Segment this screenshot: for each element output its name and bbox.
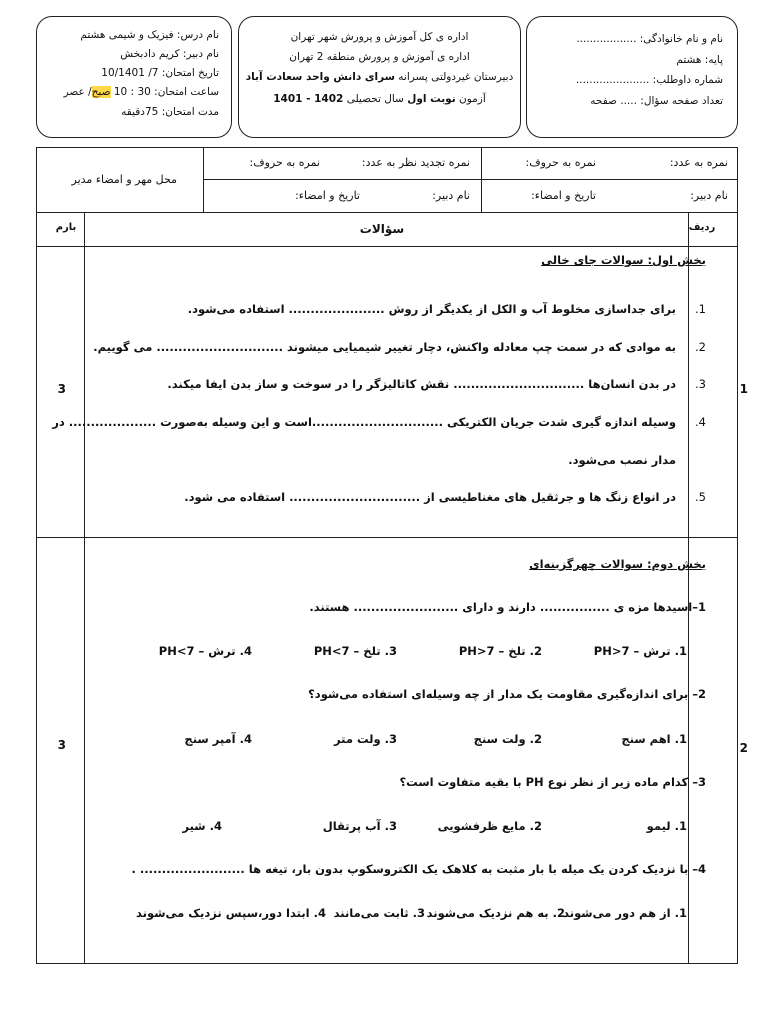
mcq4-option-1: 1. از هم دور می‌شوند xyxy=(563,906,687,920)
sign-date-label: تاریخ و امضاء: xyxy=(531,189,596,202)
teacher-label: نام دبیر: کریم دادبخش xyxy=(120,48,219,60)
mcq4-option-4: 4. ابتدا دور،سپس نزدیک می‌شوند xyxy=(136,906,326,920)
exam-date-label: تاریخ امتحان: 7/ 10/1401 xyxy=(101,67,219,79)
student-info-box xyxy=(526,16,738,138)
district-line: اداره ی آموزش و پرورش منطقه 2 تهران xyxy=(289,51,470,63)
fill-blank-question-5: 5. در انواع زنگ ها و جرثقیل های مغناطیسی از .............................. استفاده می شود. xyxy=(184,490,706,504)
ministry-line: اداره ی کل آموزش و پرورش شهر تهران xyxy=(290,31,469,43)
sign-date-label-2: تاریخ و امضاء: xyxy=(295,189,360,202)
fill-blank-question-4: 4. وسیله اندازه گیری شدت جریان الکتریکی ..............................است و این وسیله به‌صورت .................... در xyxy=(52,415,706,429)
fill-blank-question-3: 3. در بدن انسان‌ها .............................. نقش کاتالیزگر را در سوخت و ساز بدن ایفا میکند. xyxy=(167,377,706,391)
school-info-box xyxy=(238,16,521,138)
mcq3-option-4: 4. شیر xyxy=(182,819,222,833)
exam-table xyxy=(36,147,738,964)
mcq4-option-2: 2. به هم نزدیک می‌شوند xyxy=(426,906,565,920)
mcq-question-4: 4– با نزدیک کردن یک میله با بار مثبت به کلاهک یک الکتروسکوپ بدون بار، تیغه ها ........................ . xyxy=(131,862,706,876)
teacher-name-label: نام دبیر: xyxy=(690,189,728,202)
grade-label: پایه: هشتم xyxy=(676,54,723,66)
school-line: دبیرستان غیردولتی پسرانه سرای دانش واحد سعادت آباد xyxy=(245,71,514,83)
score-col-divider xyxy=(84,212,85,964)
mcq-question-2: 2– برای اندازه‌گیری مقاومت یک مدار از چه وسیله‌ای استفاده می‌شود؟ xyxy=(308,687,706,701)
section1-score: 3 xyxy=(57,382,66,396)
grade-col-divider-2 xyxy=(481,147,482,212)
section2-row-number: 2 xyxy=(739,741,748,755)
grade-bottom-border xyxy=(36,212,738,213)
student-name-field: نام و نام خانوادگی: .................. xyxy=(576,33,723,45)
mcq3-option-1: 1. لیمو xyxy=(646,819,687,833)
fill-blank-question-1: 1. برای جداسازی مخلوط آب و الکل از یکدیگر از روش ...................... استفاده می‌شود. xyxy=(187,302,706,316)
section2-title: بخش دوم: سوالات چهرگزینه‌ای xyxy=(529,557,706,571)
mcq2-option-2: 2. ولت سنج xyxy=(473,732,542,746)
teacher-name-label-2: نام دبیر: xyxy=(432,189,470,202)
principal-seal-label: محل مهر و امضاء مدیر xyxy=(71,173,177,186)
section-divider xyxy=(36,537,738,538)
section1-title: بخش اول: سوالات جای خالی xyxy=(541,253,706,267)
mcq1-option-4: 4. ترش – PH<7 xyxy=(158,644,252,658)
questions-column-header: سؤالات xyxy=(359,222,405,236)
revised-score-word-label: نمره به حروف: xyxy=(249,156,320,169)
row-col-divider xyxy=(688,212,689,964)
mcq3-option-2: 2. مایع ظرفشویی xyxy=(437,819,542,833)
student-number-field: شماره داوطلب: ...................... xyxy=(575,74,723,86)
score-word-label: نمره به حروف: xyxy=(525,156,596,169)
score-column-header: بارم xyxy=(55,222,77,233)
mcq2-option-4: 4. آمپر سنج xyxy=(184,732,252,746)
exam-duration-label: مدت امتحان: 75دقیقه xyxy=(121,106,219,118)
section2-score: 3 xyxy=(57,738,66,752)
mcq1-option-2: 2. تلخ – PH>7 xyxy=(458,644,542,658)
exam-term-line: آزمون نوبت اول سال تحصیلی 1402 - 1401 xyxy=(273,93,486,105)
exam-time-label: ساعت امتحان: 30 : 10 صبح/ عصر xyxy=(63,86,219,98)
revised-score-number-label: نمره تجدید نظر به عدد: xyxy=(361,156,470,169)
fill-blank-question-4-cont: مدار نصب می‌شود. xyxy=(568,453,676,467)
mcq-question-1: 1–اسیدها مزه ی ................ دارند و دارای ........................ هستند. xyxy=(309,600,706,614)
mcq2-option-1: 1. اهم سنج xyxy=(621,732,687,746)
row-column-header: ردیف xyxy=(688,222,716,233)
exam-info-box xyxy=(36,16,232,138)
score-number-label: نمره به عدد: xyxy=(669,156,728,169)
morning-highlight: صبح xyxy=(91,86,111,98)
grade-row-divider xyxy=(203,179,738,180)
mcq1-option-3: 3. تلخ – PH<7 xyxy=(313,644,397,658)
section1-row-number: 1 xyxy=(739,382,748,396)
mcq1-option-1: 1. ترش – PH>7 xyxy=(593,644,687,658)
mcq4-option-3: 3. ثابت می‌مانند xyxy=(333,906,425,920)
mcq-question-3: 3– کدام ماده زیر از نظر نوع PH با بقیه متفاوت است؟ xyxy=(399,775,706,789)
subject-label: نام درس: فیزیک و شیمی هشتم xyxy=(80,29,219,41)
grade-col-divider-1 xyxy=(203,147,204,212)
page-count-field: تعداد صفحه سؤال: ..... صفحه xyxy=(590,95,723,107)
mcq3-option-3: 3. آب پرتقال xyxy=(322,819,397,833)
fill-blank-question-2: 2. به موادی که در سمت چپ معادله واکنش، دچار تغییر شیمیایی میشوند ............................. می گوییم. xyxy=(93,340,706,354)
header-bottom-border xyxy=(36,246,738,247)
mcq2-option-3: 3. ولت متر xyxy=(334,732,397,746)
